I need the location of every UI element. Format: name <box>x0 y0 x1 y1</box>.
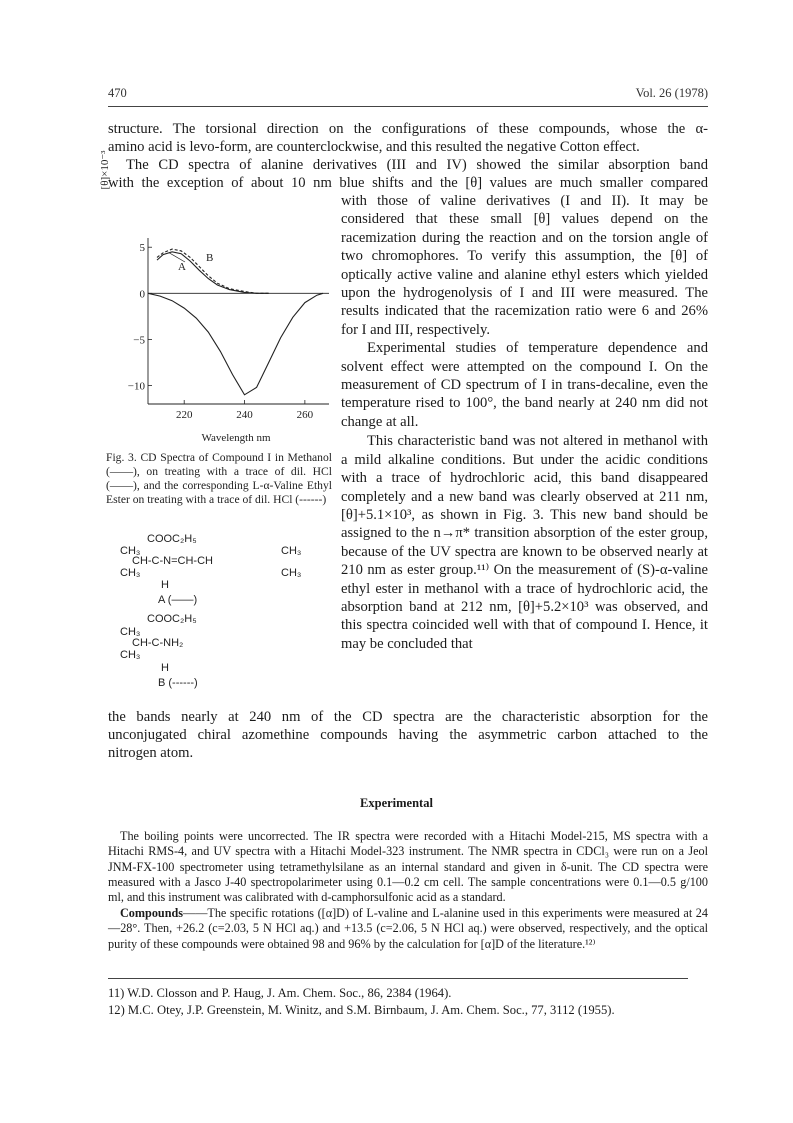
right-column <box>341 192 708 653</box>
paragraph-acidic: This characteristic band was not altered in methanol with a mild alkaline conditions. But under the acidic conditions with a trace of hydrochloric acid, this band disappeared completely and a new band was clearly observed at 211 nm, [θ]+5.1×10³, as shown in Fig. 3. This new band should be assigned to the n→π* transition absorption of the ester group, because of the UV spectra are known to be observed nearly at 210 nm as ester group.¹¹⁾ On the measurement of (S)-α-valine ethyl ester in methanol with a trace of hydrochloric acid, the absorption band at 212 nm, [θ]+5.2×10³ was observed, and this spectra coincided well with that of compound I. Hence, it may be concluded that <box>341 433 708 652</box>
y-tick-label: −10 <box>127 380 145 393</box>
footnote-rule <box>108 978 688 979</box>
curve-label-a: A <box>178 261 186 273</box>
compounds-label: Compounds <box>120 906 183 920</box>
y-axis-label: [θ]×10⁻³ <box>99 150 111 190</box>
y-tick-label: 5 <box>139 242 145 255</box>
closing-line-2: unconjugated chiral azomethine compounds having the asymmetric carbon attached to the <box>108 727 708 743</box>
structure-a-caption: A (——) <box>158 594 198 606</box>
page-number: 470 <box>108 86 127 100</box>
closing-line-1: the bands nearly at 240 nm of the CD spectra are the characteristic absorption for the <box>108 709 708 725</box>
paragraph-valine-comparison: with those of valine derivatives (I and II). It may be considered that these small [θ] values depend on the racemization during the reaction and on the torsion angle of two chromophores. To verify this assumption, the [θ] of optically active valine and alanine ethyl esters which yielded upon the hydrogenolysis of I and III were measured. The results indicated that the racemization ratio were 6 and 26% for I and III, respectively. <box>341 193 708 338</box>
cd-spectra-chart <box>99 150 335 447</box>
reference-12: 12) M.C. Otey, J.P. Greenstein, M. Winitz, and S.M. Birnbaum, J. Am. Chem. Soc., 77, 3112 (1955). <box>108 1003 615 1017</box>
journal-volume: Vol. 26 (1978) <box>635 86 708 100</box>
x-tick-label: 260 <box>296 409 314 421</box>
x-tick-label: 220 <box>175 409 193 421</box>
series-line-compound-i <box>148 293 323 395</box>
intro-line-2: amino acid is levo-form, are counterclockwise, and this resulted the negative Cotton effect. <box>108 139 640 155</box>
intro-line-1: structure. The torsional direction on the configurations of these compounds, whose the α- <box>108 121 708 137</box>
compounds-text: ——The specific rotations ([α]D) of L-valine and L-alanine used in this experiments were measured at 24—28°. Then, +26.2 (c=2.03, 5 N HCl aq.) and +13.5 (c=2.06, 5 N HCl aq.) were observed, respectively, and the optical purity of these compounds were obtained 98 and 96% by the calculation for [α]D of the literature.¹²⁾ <box>108 906 708 951</box>
reference-11: 11) W.D. Closson and P. Haug, J. Am. Chem. Soc., 86, 2384 (1964). <box>108 986 452 1000</box>
figure-caption: Fig. 3. CD Spectra of Compound I in Methanol (——), on treating with a trace of dil. HCl (——), and the corresponding L-α-Valine Ethyl Ester on treating with a trace of dil. HCl (------) <box>106 451 332 506</box>
intro-line-3: The CD spectra of alanine derivatives (III and IV) showed the similar absorption band <box>126 157 708 173</box>
experimental-paragraph-1: The boiling points were uncorrected. The IR spectra were recorded with a Hitachi Model-215, MS spectra with a Hitachi RMS-4, and UV spectra with a Hitachi Model-323 instrument. The NMR spectra in CDCl₃ were run on a Jeol JNM-FX-100 spectrometer using tetramethylsilane as an internal standard and given in δ-unit. The CD spectra were measured with a Jasco J-40 spectropolarimeter using 0.1—0.2 cm cell. The sample concentrations were 0.1—0.5 g/100 ml, and this instrument was calibrated with d-camphorsulfonic acid as a standard. <box>108 829 708 905</box>
curve-label-b: B <box>206 252 214 264</box>
structure-a: COOC₂H₅ CH₃ CH-C-N=CH-CH CH₃ CH₃ CH₃ H <box>120 533 302 591</box>
y-tick-label: 0 <box>139 288 145 301</box>
x-tick-label: 240 <box>236 409 253 421</box>
intro-line-4: with the exception of about 10 nm blue shifts and the [θ] values are much smaller compared <box>108 175 708 191</box>
experimental-heading: Experimental <box>360 796 433 810</box>
experimental-paragraph-2 <box>108 906 708 952</box>
x-axis-label: Wavelength nm <box>201 432 271 444</box>
structure-b: COOC₂H₅ CH₃ CH-C-NH₂ CH₃ H <box>120 613 197 674</box>
y-tick-label: −5 <box>133 334 145 347</box>
closing-line-3: nitrogen atom. <box>108 745 194 761</box>
structure-b-caption: B (------) <box>158 677 198 689</box>
paragraph-temperature: Experimental studies of temperature dependence and solvent effect were attempted on the compound I. On the measurement of CD spectrum of I in trans-decaline, even the temperature rised to 100°, the band nearly at 240 nm did not change at all. <box>341 340 708 430</box>
header-rule <box>108 106 708 107</box>
